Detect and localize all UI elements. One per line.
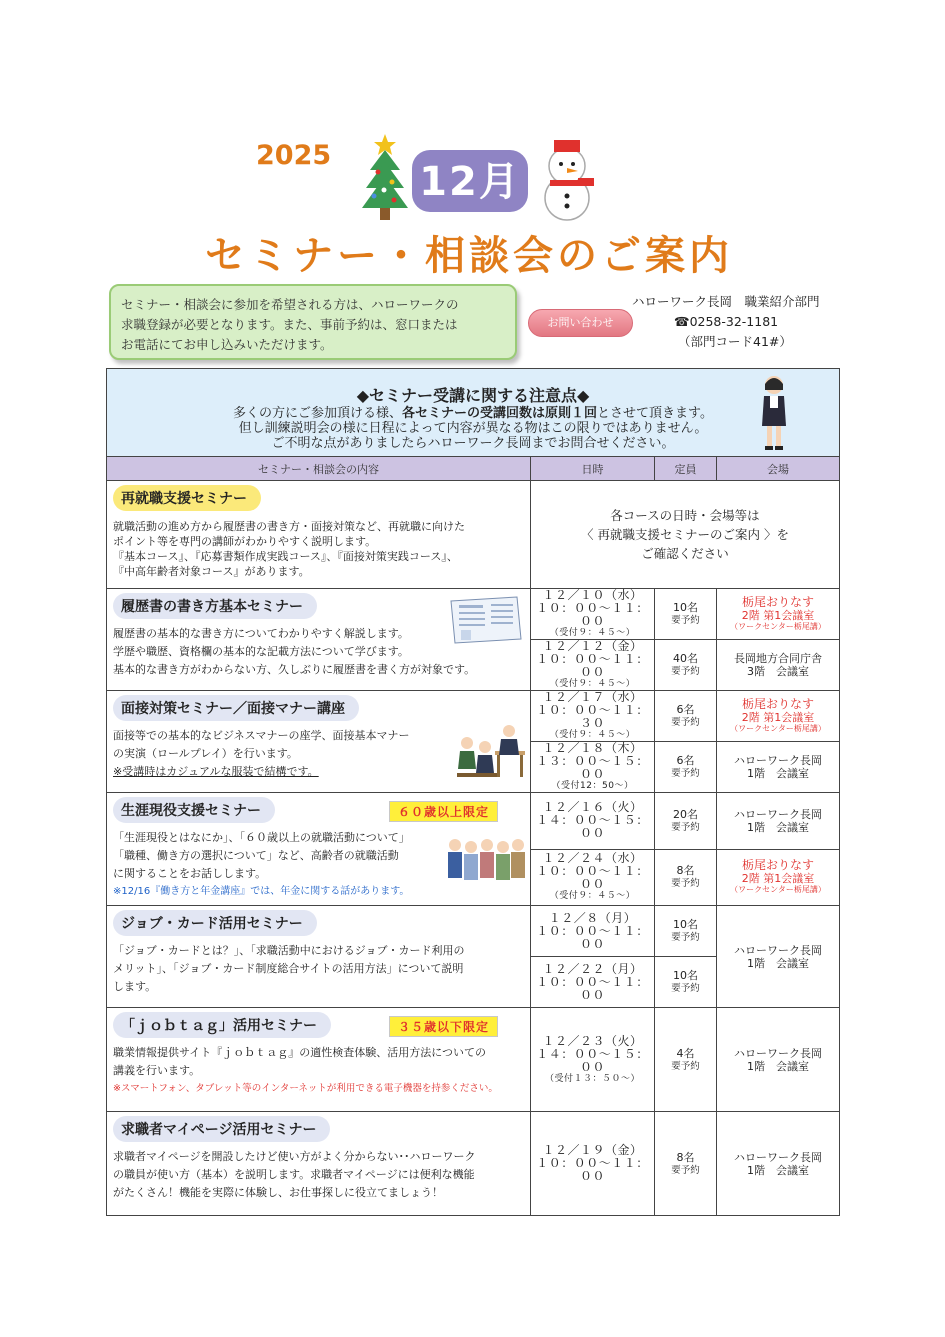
seminar-table [106,368,840,1216]
session-capacity: 6名 要予約 [655,742,717,793]
seniors-group-icon [445,835,527,887]
description-line: 就職活動の進め方から履歴書の書き方・面接対策など、再就職に向けた [113,520,465,533]
caution-section [107,369,840,457]
table-row [107,1112,840,1216]
session-datetime: １２／２２（月） １０：００～１１：００ [531,957,655,1008]
description-line: 『中高年齢者対象コース』があります。 [113,565,310,578]
description-line: 基本的な書き方がわからない方、久しぶりに履歴書を書く方が対象です。 [113,663,476,676]
session-capacity: 10名 要予約 [655,906,717,957]
schedule-note: 各コースの日時・会場等は 〈 再就職支援セミナーのご案内 〉を ご確認ください [531,481,840,589]
staff-woman-icon [759,374,789,452]
registration-notice [109,284,517,360]
table-row [107,1008,840,1112]
description-line: 履歴書の基本的な書き方についてわかりやすく解説します。 [113,627,409,640]
session-venue: 栃尾おりなす 2階 第1会議室 （ワークセンター栃尾講） [717,691,840,742]
department-code: （部門コード41#） [678,334,792,349]
caution-line-2: 但し訓練説明会の様に日程によって内容が異なる物はこの限りではありません。 [238,420,708,436]
office-name: ハローワーク長岡 職業紹介部門 [632,294,820,309]
seminar-title: 「ｊｏｂｔａｇ」活用セミナー [113,1012,331,1038]
session-capacity: 10名 要予約 [655,589,717,640]
description-line: 『基本コース』、『応募書類作成実践コース』、『面接対策実践コース』、 [113,550,458,563]
session-venue: 長岡地方合同庁舎 3階 会議室 [717,640,840,691]
session-capacity: 8名 要予約 [655,849,717,906]
description-line: の実演（ロールプレイ）を行います。 [113,747,298,760]
age-limit-badge: ３５歳以下限定 [389,1016,498,1037]
description-line: 「職種、働き方の選択について」など、高齢者の就職活動 [113,849,399,862]
seminar-title: 面接対策セミナー／面接マナー講座 [113,695,359,721]
seminar-title: 再就職支援セミナー [113,485,261,511]
description-line: ポイント等を専門の講師がわかりやすく説明します。 [113,535,377,548]
seminar-title: ジョブ・カード活用セミナー [113,910,317,936]
session-datetime: １２／１８（木） １３：００～１５：００ （受付12：50～） [531,742,655,793]
session-venue: 栃尾おりなす 2階 第1会議室 （ワークセンター栃尾講） [717,589,840,640]
year-label: 2025 [256,140,332,171]
description-line: 講義を行います。 [113,1064,201,1077]
seminar-jobtag [107,1008,531,1112]
session-datetime: １２／２４（水） １０：００～１１：００ （受付９：４５～） [531,849,655,906]
session-datetime: １２／１６（火） １４：００～１５：００ [531,793,655,850]
session-capacity: 8名 要予約 [655,1112,717,1216]
interview-people-icon [457,721,527,783]
phone-number[interactable]: ☎0258-32-1181 [674,314,779,329]
page-title: セミナー・相談会のご案内 [205,233,733,279]
column-header-content: セミナー・相談会の内容 [107,457,531,481]
seminar-note: ※スマートフォン、タブレット等のインターネットが利用できる電子機器を持参ください。 [113,1083,498,1094]
description-line: します。 [113,980,157,993]
seminar-title: 求職者マイページ活用セミナー [113,1116,330,1142]
description-line: メリット」、「ジョブ・カード制度総合サイトの活用方法」について説明 [113,962,464,975]
seminar-title: 生涯現役支援セミナー [113,797,275,823]
session-venue: ハローワーク長岡 1階 会議室 [717,793,840,850]
session-capacity: 40名 要予約 [655,640,717,691]
caution-title: ◆セミナー受講に関する注意点◆ [356,385,590,405]
seminar-reemployment [107,481,531,589]
table-row [107,481,840,589]
session-venue: ハローワーク長岡 1階 会議室 [717,1112,840,1216]
christmas-tree-icon [360,132,410,222]
seminar-lifelong [107,793,531,906]
snowman-icon [540,134,598,224]
session-datetime: １２／１９（金） １０：００～１１：００ [531,1112,655,1216]
table-row [107,589,840,640]
seminar-jobcard [107,906,531,1008]
description-line: 「ジョブ・カードとは？」、「求職活動中におけるジョブ・カード利用の [113,944,465,957]
resume-document-icon [447,595,523,645]
table-row [107,691,840,742]
session-capacity: 4名 要予約 [655,1008,717,1112]
seminar-resume [107,589,531,691]
session-datetime: １２／１７（水） １０：００～１１：３０ （受付９：４５～） [531,691,655,742]
column-header-venue: 会場 [717,457,840,481]
seminar-title: 履歴書の書き方基本セミナー [113,593,317,619]
session-venue: ハローワーク長岡 1階 会議室 [717,906,840,1008]
session-datetime: １２／２３（火） １４：００～１５：００ （受付１３：５０～） [531,1008,655,1112]
office-contact [632,292,820,352]
month-label: 12月 [419,159,521,205]
description-line: 学歴や職歴、資格欄の基本的な記載方法について学びます。 [113,645,409,658]
session-capacity: 6名 要予約 [655,691,717,742]
session-venue: ハローワーク長岡 1階 会議室 [717,742,840,793]
session-datetime: １２／１０（水） １０：００～１１：００ （受付９：４５～） [531,589,655,640]
age-limit-badge: ６０歳以上限定 [389,801,498,822]
seminar-mypage [107,1112,531,1216]
description-line: 職業情報提供サイト『ｊｏｂｔａｇ』の適性検査体験、活用方法についての [113,1046,487,1059]
description-line: に関することをお話しします。 [113,867,267,880]
seminar-note: ※12/16『働き方と年金講座』では、年金に関する話があります。 [113,886,410,897]
notice-line: 求職登録が必要となります。また、事前予約は、窓口または [121,317,458,332]
description-line: ※受講時はカジュアルな服装で結構です。 [113,765,319,778]
description-line: 「生涯現役とはなにか」、「６０歳以上の就職活動について」 [113,831,410,844]
table-row [107,906,840,957]
description-line: 面接等での基本的なビジネスマナーの座学、面接基本マナー [113,729,410,742]
contact-button[interactable]: お問い合わせ [528,309,633,337]
session-capacity: 10名 要予約 [655,957,717,1008]
seminar-interview [107,691,531,793]
session-venue: ハローワーク長岡 1階 会議室 [717,1008,840,1112]
column-header-datetime: 日時 [531,457,655,481]
notice-line: お電話にてお申し込みいただけます。 [121,337,333,352]
description-line: の職員が使い方（基本）を説明します。求職者マイページには便利な機能 [113,1168,475,1181]
description-line: 求職者マイページを開設したけど使い方がよく分からない･･ハローワーク [113,1150,476,1163]
session-datetime: １２／８（月） １０：００～１１：００ [531,906,655,957]
session-capacity: 20名 要予約 [655,793,717,850]
session-venue: 栃尾おりなす 2階 第1会議室 （ワークセンター栃尾講） [717,849,840,906]
description-line: がたくさん！機能を実際に体験し、お仕事探しに役立てましょう！ [113,1186,443,1199]
caution-line-3: ご不明な点がありましたらハローワーク長岡までお問合せください。 [271,435,675,451]
notice-line: セミナー・相談会に参加を希望される方は、ハローワークの [121,297,459,312]
table-row [107,793,840,850]
session-datetime: １２／１２（金） １０：００～１１：００ （受付９：４５～） [531,640,655,691]
column-header-capacity: 定員 [655,457,717,481]
caution-line-1: 多くの方にご参加頂ける様、各セミナーの受講回数は原則１回とさせて頂きます。 [233,405,713,421]
